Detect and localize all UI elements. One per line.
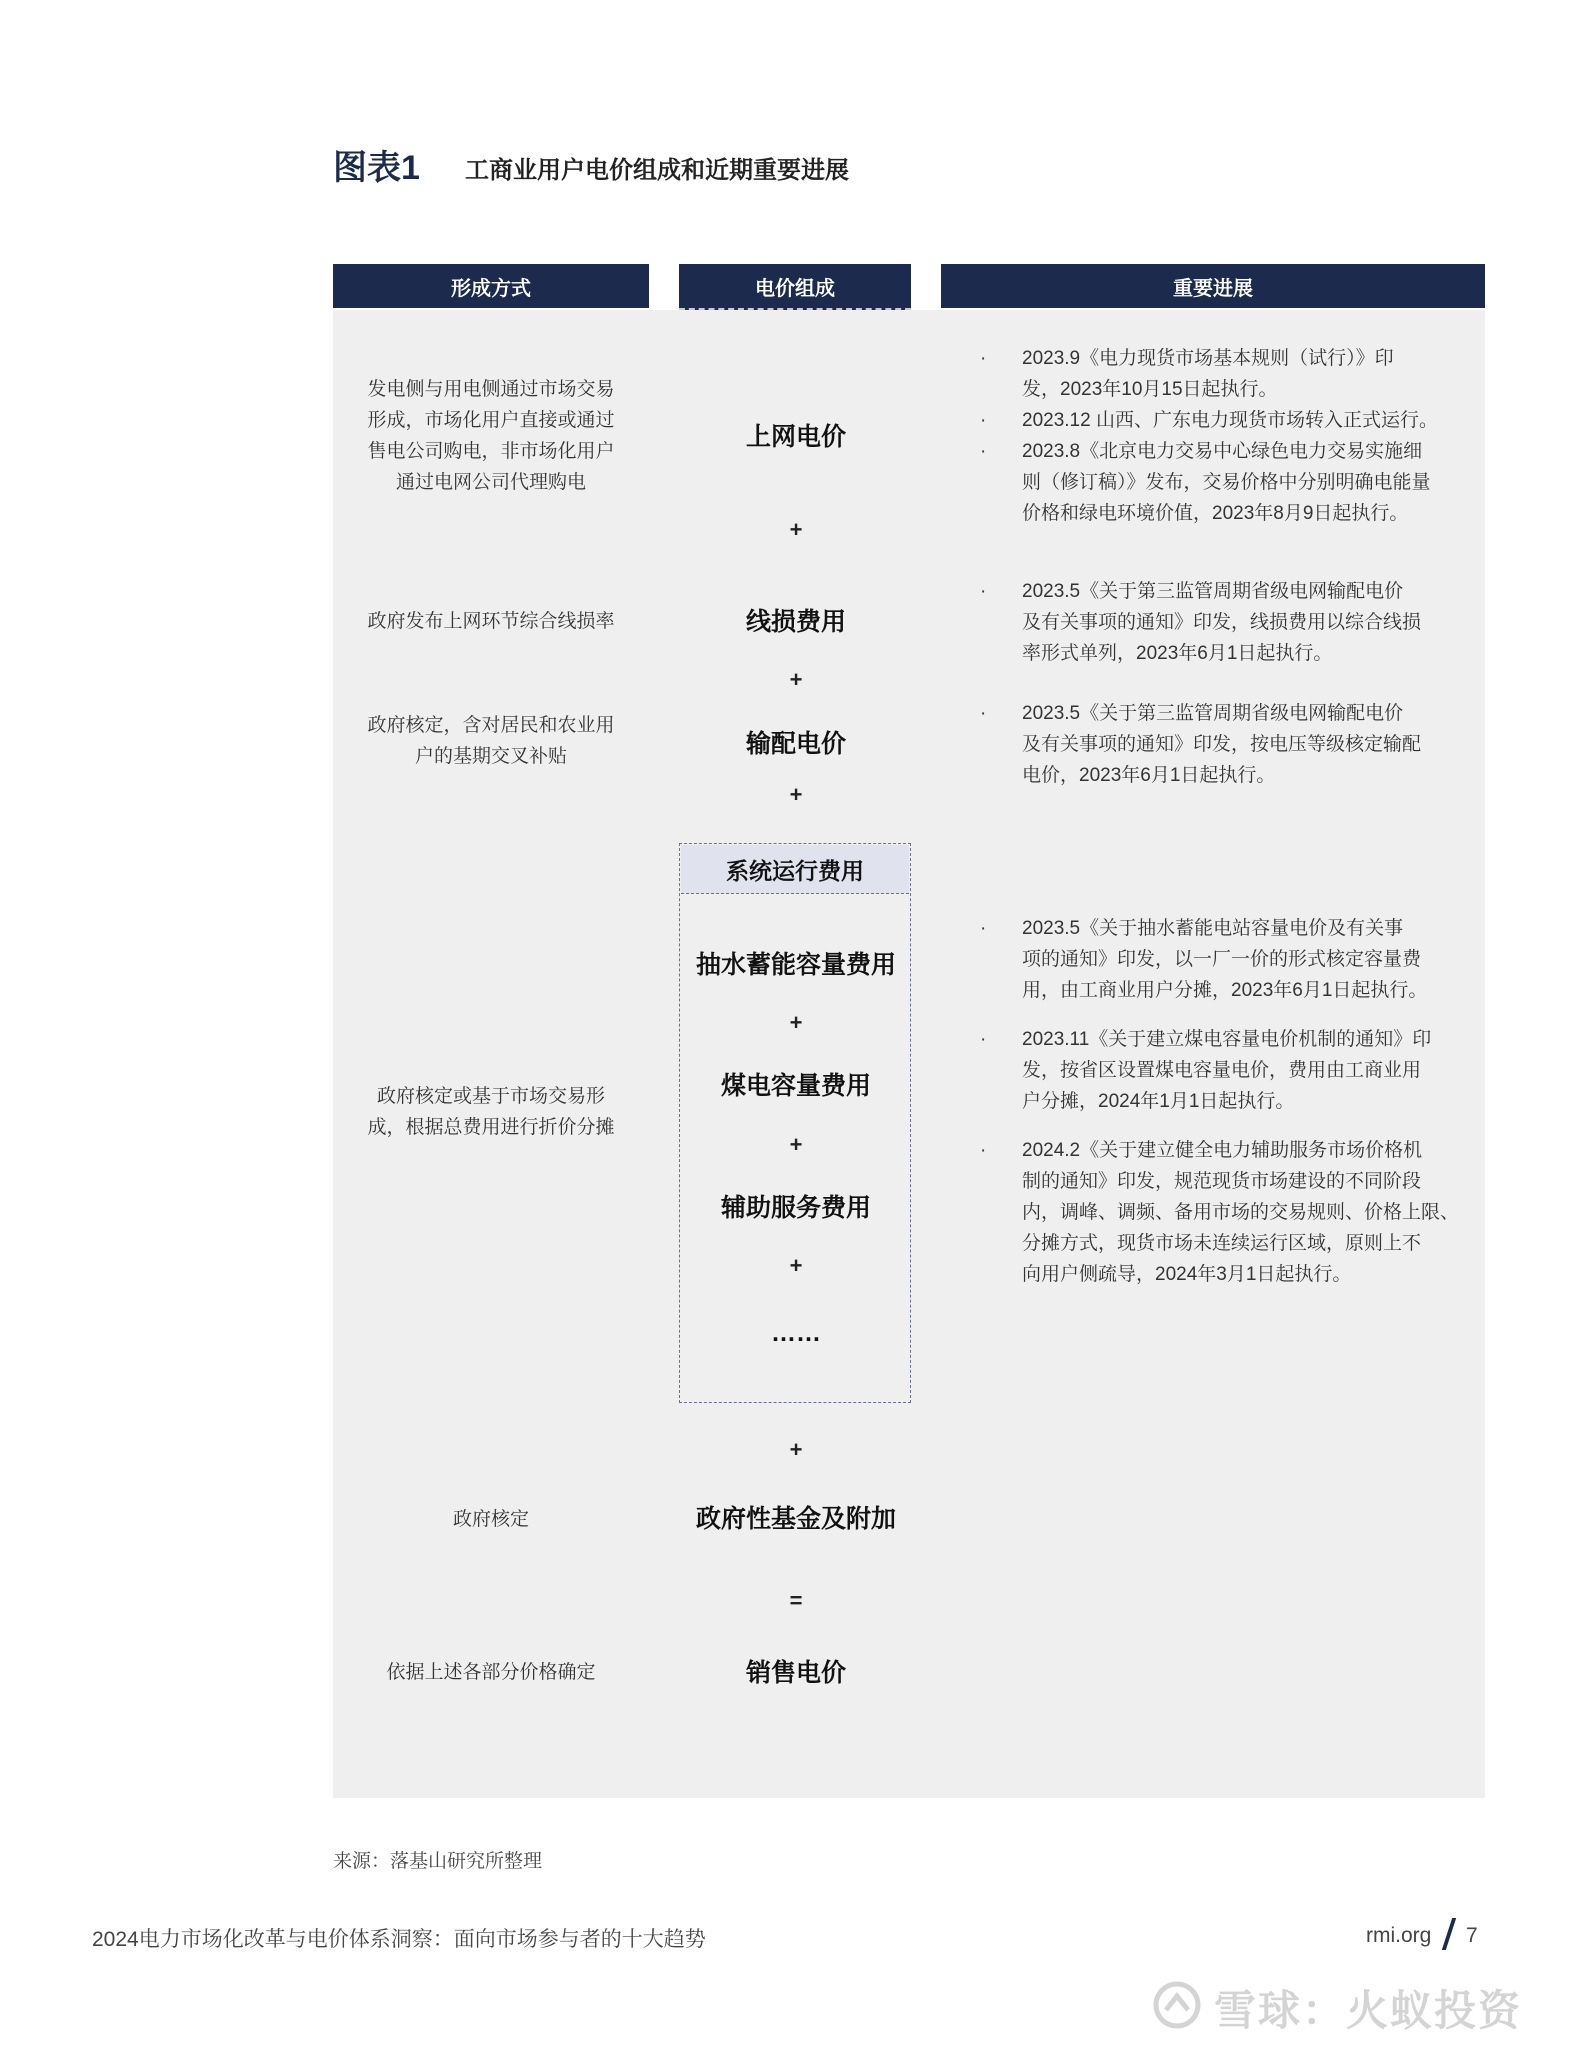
- progress-line: 2023.5《关于第三监管周期省级电网输配电价: [1022, 581, 1404, 602]
- progress-line: 2023.12 山西、广东电力现货市场转入正式运行。: [1022, 410, 1438, 431]
- system-cost-title: 系统运行费用: [681, 845, 909, 894]
- page-number: 7: [1466, 1924, 1478, 1947]
- item-ellipsis: ……: [771, 1319, 821, 1347]
- item-grid-price: 上网电价: [745, 423, 846, 451]
- progress-line: 制的通知》印发，规范现货市场建设的不同阶段: [1022, 1171, 1422, 1192]
- header-formation: 形成方式: [333, 264, 649, 308]
- header-composition: 电价组成: [679, 264, 911, 310]
- progress-line: 及有关事项的通知》印发，线损费用以综合线损: [1022, 612, 1422, 633]
- progress-item: [980, 698, 1460, 791]
- bullet: ·: [980, 348, 987, 369]
- progress-line: 项的通知》印发，以一厂一价的形式核定容量费: [1022, 949, 1422, 970]
- header-progress: 重要进展: [941, 264, 1485, 308]
- progress-item: [980, 576, 1460, 669]
- bullet: ·: [980, 410, 987, 431]
- progress-line: 2023.5《关于抽水蓄能电站容量电价及有关事: [1022, 918, 1404, 939]
- item-retail: 销售电价: [745, 1659, 846, 1687]
- plus-operator: +: [789, 1132, 803, 1157]
- formation-line: 售电公司购电，非市场化用户: [367, 441, 615, 462]
- progress-line: 2024.2《关于建立健全电力辅助服务市场价格机: [1022, 1140, 1423, 1161]
- progress-line: 价格和绿电环境价值，2023年8月9日起执行。: [1022, 503, 1409, 524]
- plus-operator: +: [789, 1437, 803, 1462]
- equals-operator: =: [789, 1588, 803, 1613]
- formation-retail: [333, 1657, 649, 1688]
- item-transmission: 输配电价: [745, 730, 846, 758]
- progress-line: 向用户侧疏导，2024年3月1日起执行。: [1022, 1264, 1352, 1285]
- item-pumped-storage: 抽水蓄能容量费用: [695, 951, 896, 979]
- formation-line: 政府核定，含对居民和农业用: [367, 715, 615, 736]
- progress-line: 率形式单列，2023年6月1日起执行。: [1022, 643, 1333, 664]
- formation-line: 依据上述各部分价格确定: [386, 1662, 596, 1683]
- progress-line: 户分摊，2024年1月1日起执行。: [1022, 1091, 1295, 1112]
- progress-item: [980, 1024, 1460, 1117]
- formation-grid-price: [333, 374, 649, 498]
- plus-operator: +: [789, 667, 803, 692]
- plus-operator: +: [789, 517, 803, 542]
- progress-item: [980, 913, 1460, 1006]
- progress-item: [980, 405, 1460, 436]
- bullet: ·: [980, 581, 987, 602]
- formation-transmission: [333, 710, 649, 772]
- progress-line: 内，调峰、调频、备用市场的交易规则、价格上限、: [1022, 1202, 1460, 1223]
- plus-operator: +: [789, 782, 803, 807]
- progress-line: 2023.11《关于建立煤电容量电价机制的通知》印: [1022, 1029, 1432, 1050]
- snowball-logo-icon: [1148, 1980, 1206, 2030]
- bullet: ·: [980, 1029, 987, 1050]
- progress-line: 电价，2023年6月1日起执行。: [1022, 765, 1276, 786]
- progress-line: 分摊方式，现货市场未连续运行区域，原则上不: [1022, 1233, 1422, 1254]
- bullet: ·: [980, 918, 987, 939]
- progress-line: 发，2023年10月15日起执行。: [1022, 379, 1278, 400]
- item-line-loss: 线损费用: [745, 608, 846, 636]
- item-coal-capacity: 煤电容量费用: [720, 1072, 871, 1100]
- progress-line: 2023.8《北京电力交易中心绿色电力交易实施细: [1022, 441, 1423, 462]
- progress-line: 2023.9《电力现货市场基本规则（试行）》印: [1022, 348, 1394, 369]
- formation-line-loss: [333, 606, 649, 637]
- progress-item: [980, 343, 1460, 405]
- formation-line: 通过电网公司代理购电: [395, 472, 586, 493]
- item-gov-fund: 政府性基金及附加: [695, 1505, 896, 1533]
- progress-line: 及有关事项的通知》印发，按电压等级核定输配: [1022, 734, 1422, 755]
- plus-operator: +: [789, 1010, 803, 1035]
- formation-line: 政府发布上网环节综合线损率: [367, 611, 615, 632]
- bullet: ·: [980, 703, 987, 724]
- progress-line: 用，由工商业用户分摊，2023年6月1日起执行。: [1022, 980, 1428, 1001]
- progress-line: 2023.5《关于第三监管周期省级电网输配电价: [1022, 703, 1404, 724]
- formation-line: 成，根据总费用进行折价分摊: [367, 1117, 615, 1138]
- formation-line: 发电侧与用电侧通过市场交易: [367, 379, 615, 400]
- formation-line: 形成，市场化用户直接或通过: [367, 410, 615, 431]
- progress-item: [980, 1135, 1460, 1290]
- bullet: ·: [980, 441, 987, 462]
- progress-line: 发，按省区设置煤电容量电价，费用由工商业用: [1022, 1060, 1422, 1081]
- item-ancillary: 辅助服务费用: [720, 1194, 871, 1222]
- bullet: ·: [980, 1140, 987, 1161]
- slash-divider: [1442, 1918, 1456, 1950]
- footer-report-title: 2024电力市场化改革与电价体系洞察：面向市场参与者的十大趋势: [92, 1928, 706, 1951]
- progress-item: [980, 436, 1460, 529]
- formation-system: [333, 1081, 649, 1143]
- figure-title: 工商业用户电价组成和近期重要进展: [465, 157, 849, 184]
- formation-line: 政府核定: [452, 1509, 529, 1530]
- source-note: 来源：落基山研究所整理: [333, 1851, 543, 1872]
- plus-operator: +: [789, 1253, 803, 1278]
- footer-site-link[interactable]: rmi.org: [1366, 1924, 1432, 1947]
- figure-label: 图表1: [333, 149, 420, 187]
- watermark-text: 雪球：火蚁投资: [1214, 1987, 1523, 2034]
- progress-line: 则（修订稿）》发布，交易价格中分别明确电能量: [1022, 472, 1431, 493]
- formation-gov-fund: [333, 1504, 649, 1535]
- formation-line: 政府核定或基于市场交易形: [376, 1086, 605, 1107]
- formation-line: 户的基期交叉补贴: [414, 746, 567, 767]
